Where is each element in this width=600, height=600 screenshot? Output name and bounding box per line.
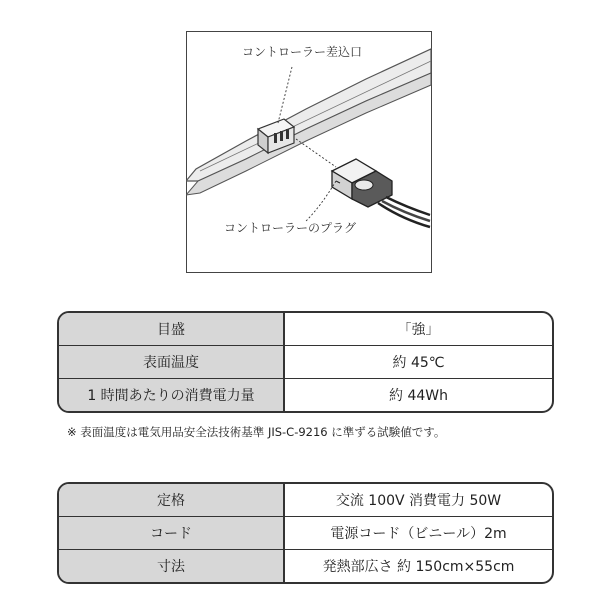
row-value: 発熱部広さ 約 150cm×55cm <box>322 559 515 575</box>
table-row <box>59 549 552 582</box>
row-label: 定格 <box>59 484 285 516</box>
product-diagram <box>186 31 432 273</box>
row-value: 約 44Wh <box>389 388 448 404</box>
table-row <box>59 313 552 345</box>
row-value: 約 45℃ <box>392 355 445 371</box>
plug-callout: コントローラーのプラグ <box>224 221 357 235</box>
row-value: 交流 100V 消費電力 50W <box>335 493 502 509</box>
row-label: 寸法 <box>59 550 285 582</box>
rating-table <box>57 482 554 584</box>
table-row <box>59 516 552 549</box>
row-label: 目盛 <box>59 313 285 345</box>
performance-table <box>57 311 554 413</box>
connector-illustration <box>186 31 432 273</box>
row-value: 電源コード（ビニール）2m <box>330 526 507 542</box>
footnote: ※ 表面温度は電気用品安全法技術基準 JIS-C-9216 に準ずる試験値です。 <box>67 425 446 439</box>
row-label: 1 時間あたりの消費電力量 <box>59 379 285 411</box>
row-label: 表面温度 <box>59 346 285 378</box>
socket-callout: コントローラー差込口 <box>242 45 363 59</box>
row-value: 「強」 <box>397 322 440 338</box>
row-label: コード <box>59 517 285 549</box>
table-row <box>59 378 552 411</box>
table-row <box>59 484 552 516</box>
table-row <box>59 345 552 378</box>
